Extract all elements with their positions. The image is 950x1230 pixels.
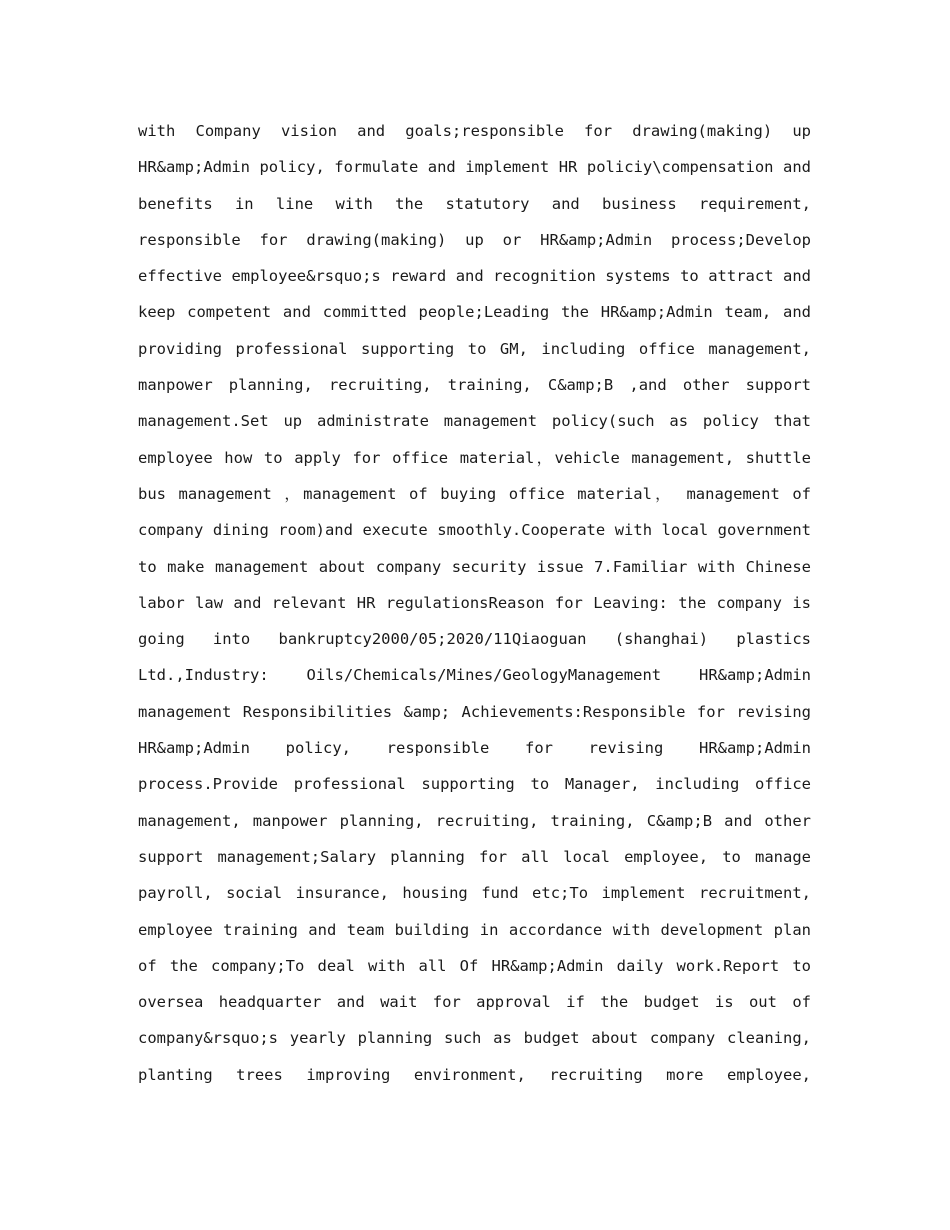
text-line: with Company vision and goals;responsible for drawing(making) up [138,122,811,140]
text-line: oversea headquarter and wait for approval if the budget is out of [138,993,811,1012]
text-line: process.Provide professional supporting to Manager, including office [138,775,811,794]
text-line: employee training and team building in accordance with development plan [138,920,811,939]
body-text [138,113,811,1093]
text-line: management.Set up administrate management policy(such as policy that [138,412,811,431]
text-line: company dining room)and execute smoothly.Cooperate with local government [138,521,811,540]
text-line: providing professional supporting to GM, including office management, [138,339,811,358]
text-line: responsible for drawing(making) up or HR&amp;Admin process;Develop [138,230,811,249]
text-line: to make management about company security issue 7.Familiar with Chinese [138,557,811,576]
text-line: Ltd.,Industry: Oils/Chemicals/Mines/GeologyManagement HR&amp;Admin [138,666,811,685]
text-line: payroll, social insurance, housing fund etc;To implement recruitment, [138,884,811,903]
text-line: keep competent and committed people;Leading the HR&amp;Admin team, and [138,303,811,322]
text-line: bus management ，management of buying office material， management of [138,484,811,503]
text-line: management Responsibilities &amp; Achievements:Responsible for revising [138,702,811,721]
text-line: employee how to apply for office material，vehicle management, shuttle [138,448,811,467]
text-line: management, manpower planning, recruiting, training, C&amp;B and other [138,811,811,830]
text-line: benefits in line with the statutory and business requirement, [138,194,811,213]
text-line: support management;Salary planning for all local employee, to manage [138,847,811,866]
text-line: planting trees improving environment, recruiting more employee, [138,1065,811,1084]
text-line: HR&amp;Admin policy, responsible for revising HR&amp;Admin [138,739,811,758]
text-line: of the company;To deal with all Of HR&amp;Admin daily work.Report to [138,956,811,975]
text-line: labor law and relevant HR regulationsReason for Leaving: the company is [138,593,811,612]
text-line: HR&amp;Admin policy, formulate and implement HR policiy\compensation and [138,158,811,177]
text-line: going into bankruptcy2000/05;2020/11Qiaoguan (shanghai) plastics [138,630,811,649]
text-line: effective employee&rsquo;s reward and recognition systems to attract and [138,267,811,286]
text-line: company&rsquo;s yearly planning such as budget about company cleaning, [138,1029,811,1048]
text-line: manpower planning, recruiting, training, C&amp;B ,and other support [138,376,811,395]
